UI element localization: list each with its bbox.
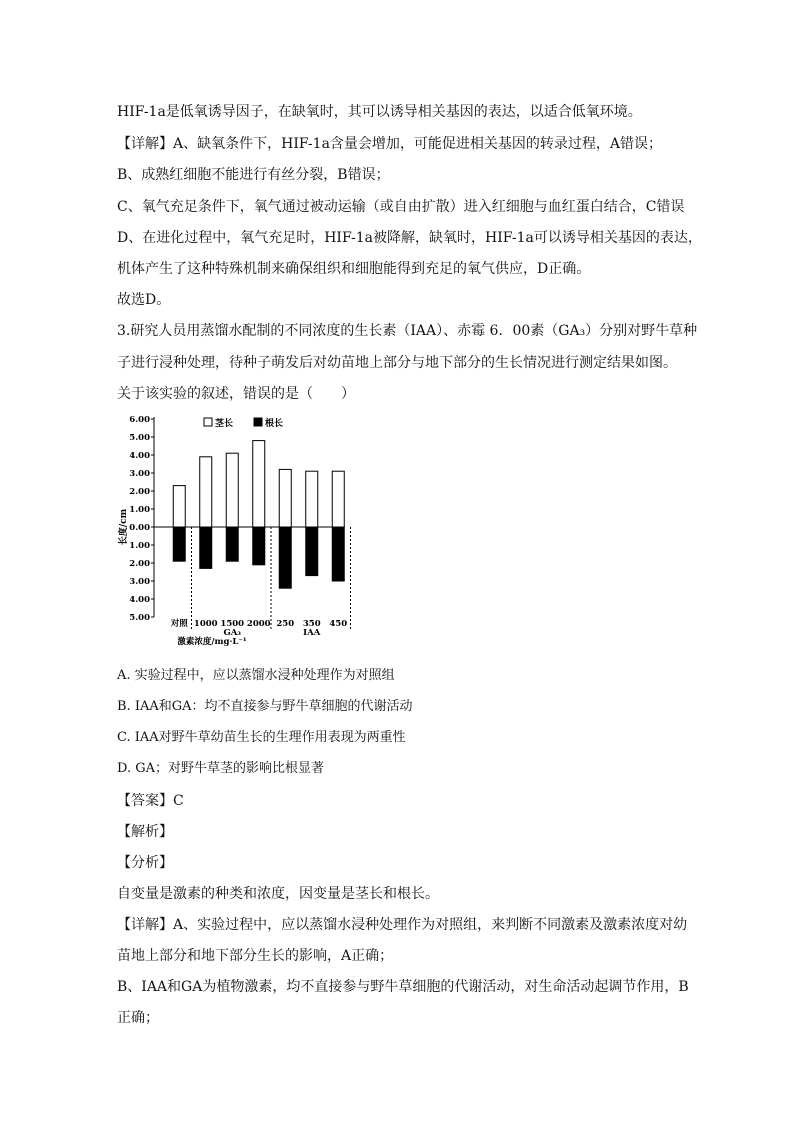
- legend-label-stem: 茎长: [215, 419, 234, 429]
- x-tick-label: 1000: [193, 619, 218, 629]
- x-tick-label: 250: [276, 619, 295, 629]
- text-line: B、IAA和GA为植物激素，均不直接参与野牛草细胞的代谢活动，对生命活动起调节作用，B: [117, 979, 689, 995]
- y-tick-label: 2.00: [129, 559, 150, 569]
- x-tick-label: 对照: [170, 619, 188, 629]
- option-c: C. IAA对野牛草幼苗生长的生理作用表现为两重性: [117, 730, 406, 745]
- analysis-heading: 【分析】: [117, 855, 173, 871]
- y-axis-label: 长度/cm: [119, 508, 129, 546]
- answer-label: 【答案】C: [117, 793, 184, 809]
- question-text: 3.研究人员用蒸馏水配制的不同浓度的生长素（IAA）、赤霉 6．00素（GA₃）分别对野牛草种: [117, 323, 698, 339]
- legend-swatch-root: [254, 418, 262, 426]
- bar-stem-450: [332, 471, 344, 527]
- bar-root-250: [279, 527, 291, 588]
- y-tick-label: 2.00: [129, 487, 150, 497]
- option-d: D. GA；对野牛草茎的影响比根显著: [117, 761, 324, 776]
- bar-root-350: [306, 527, 318, 576]
- y-tick-label: 3.00: [129, 469, 150, 479]
- group-label: GA₃: [223, 628, 242, 638]
- y-tick-label: 5.00: [129, 613, 150, 623]
- x-tick-label: 450: [329, 619, 348, 629]
- group-label: IAA: [303, 628, 321, 638]
- legend-label-root: 根长: [265, 419, 284, 429]
- text-line: 故选D。: [117, 292, 171, 308]
- text-line: 【详解】A、缺氧条件下，HIF-1a含量会增加，可能促进相关基因的转录过程，A错误；: [117, 136, 663, 152]
- text-line: 自变量是激素的种类和浓度，因变量是茎长和根长。: [117, 886, 439, 902]
- bar-stem-1500: [226, 453, 238, 527]
- text-line: 机体产生了这种特殊机制来确保组织和细胞能得到充足的氧气供应，D正确。: [117, 261, 591, 277]
- bar-stem-2000: [253, 441, 265, 527]
- y-tick-label: 4.00: [129, 451, 150, 461]
- x-axis-label: 激素浓度/mg·L⁻¹: [177, 637, 247, 647]
- y-tick-label: 1.00: [129, 505, 150, 515]
- bar-root-1500: [226, 527, 238, 561]
- option-b: B. IAA和GA：均不直接参与野牛草细胞的代谢活动: [117, 699, 413, 714]
- x-tick-label: 2000: [246, 619, 271, 629]
- bar-stem-250: [279, 469, 291, 527]
- analysis-label: 【解析】: [117, 824, 173, 840]
- bar-stem-350: [306, 471, 318, 527]
- text-line: B、成熟红细胞不能进行有丝分裂，B错误；: [117, 167, 390, 183]
- bar-root-对照: [173, 527, 185, 561]
- bar-root-1000: [200, 527, 212, 568]
- text-line: D、在进化过程中，氧气充足时，HIF-1a被降解，缺氧时，HIF-1a可以诱导相关基因的表达，: [117, 230, 702, 246]
- bar-stem-1000: [200, 457, 212, 527]
- x-tick-label: 350: [302, 619, 321, 629]
- y-tick-label: 3.00: [129, 577, 150, 587]
- y-tick-label: 5.00: [129, 433, 150, 443]
- y-tick-label: 4.00: [129, 595, 150, 605]
- option-a: A. 实验过程中，应以蒸馏水浸种处理作为对照组: [117, 668, 395, 683]
- bar-root-2000: [253, 527, 265, 565]
- y-tick-label: 0.00: [129, 523, 150, 533]
- text-line: 正确；: [117, 1010, 159, 1026]
- text-line: 苗地上部分和地下部分生长的影响，A正确；: [117, 948, 394, 964]
- bar-root-450: [332, 527, 344, 581]
- question-text: 关于该实验的叙述，错误的是（ ）: [117, 386, 355, 402]
- legend-swatch-stem: [204, 418, 212, 426]
- bar-chart: [112, 408, 362, 654]
- question-text: 子进行浸种处理，待种子萌发后对幼苗地上部分与地下部分的生长情况进行测定结果如图。: [117, 355, 677, 371]
- text-line: C、氧气充足条件下，氧气通过被动运输（或自由扩散）进入红细胞与血红蛋白结合，C错误: [117, 199, 685, 215]
- bar-stem-对照: [173, 486, 185, 527]
- text-line: HIF-1a是低氧诱导因子，在缺氧时，其可以诱导相关基因的表达，以适合低氧环境。: [117, 104, 642, 120]
- y-tick-label: 1.00: [129, 541, 150, 551]
- y-tick-label: 6.00: [129, 415, 150, 425]
- text-line: 【详解】A、实验过程中，应以蒸馏水浸种处理作为对照组，来判断不同激素及激素浓度对幼: [117, 917, 688, 933]
- x-tick-label: 1500: [220, 619, 245, 629]
